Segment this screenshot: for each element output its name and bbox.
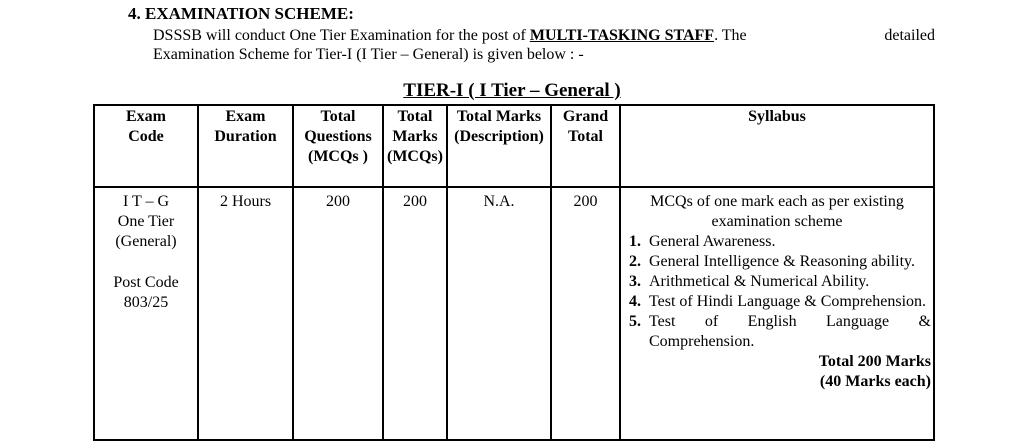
exam-code-line: One Tier — [117, 213, 175, 230]
cell-grand-total: 200 — [551, 187, 620, 440]
syllabus-intro: MCQs of one mark each as per existing examination scheme — [650, 193, 904, 230]
header-exam-code — [94, 105, 198, 187]
post-code-value: 803/25 — [123, 294, 169, 311]
intro-text-a: DSSSB will conduct One Tier Examination for the post of — [153, 27, 526, 44]
intro-text-b: . The — [714, 27, 747, 44]
header-text: (MCQs) — [387, 148, 443, 165]
exam-code-line: (General) — [115, 233, 177, 250]
header-text: Exam — [225, 108, 266, 125]
syllabus-item: 5. Test of English Language & Comprehension. — [645, 312, 931, 352]
table-row — [94, 187, 934, 440]
syllabus-marks-each: (40 Marks each) — [819, 373, 931, 390]
syllabus-item: 4. Test of Hindi Language & Comprehension. — [645, 292, 931, 312]
header-text: Questions — [304, 128, 372, 145]
exam-code-line: I T – G — [122, 193, 170, 210]
exam-scheme-table — [93, 104, 935, 441]
header-text: Total — [320, 108, 356, 125]
header-text: Syllabus — [748, 108, 806, 125]
cell-syllabus — [620, 187, 934, 440]
header-text: Code — [128, 128, 164, 145]
header-text: Total Marks — [456, 108, 542, 125]
header-row — [94, 105, 934, 187]
syllabus-item: 2. General Intelligence & Reasoning ability. — [645, 252, 931, 272]
header-grand-total — [551, 105, 620, 187]
syllabus-item: 3. Arithmetical & Numerical Ability. — [645, 272, 931, 292]
intro-line2: Examination Scheme for Tier-I (I Tier – General) is given below : - — [153, 46, 584, 63]
header-total-questions — [293, 105, 383, 187]
header-exam-duration — [198, 105, 293, 187]
header-text: Grand — [562, 108, 609, 125]
intro-paragraph — [153, 26, 935, 64]
header-syllabus — [620, 105, 934, 187]
syllabus-item: 1. General Awareness. — [645, 232, 931, 252]
cell-total-questions: 200 — [293, 187, 383, 440]
header-text: (Description) — [454, 128, 544, 145]
header-total-marks — [383, 105, 447, 187]
cell-total-marks-description: N.A. — [447, 187, 551, 440]
header-text: (MCQs ) — [308, 148, 368, 165]
cell-exam-code — [94, 187, 198, 440]
post-code-label: Post Code — [113, 274, 179, 291]
intro-text-c: detailed — [884, 27, 935, 44]
header-total-marks-description — [447, 105, 551, 187]
header-text: Total — [397, 108, 433, 125]
header-text: Marks — [392, 128, 438, 145]
section-heading: 4. EXAMINATION SCHEME: — [128, 4, 354, 23]
cell-total-marks: 200 — [383, 187, 447, 440]
header-text: Total — [568, 128, 603, 145]
post-name: MULTI-TASKING STAFF — [529, 27, 715, 44]
header-text: Exam — [126, 108, 166, 125]
spacer — [97, 252, 195, 273]
tier-title: TIER-I ( I Tier – General ) — [403, 80, 621, 101]
syllabus-total-marks: Total 200 Marks — [818, 353, 931, 370]
syllabus-list — [623, 232, 931, 352]
intro-line1 — [153, 26, 747, 45]
header-text: Duration — [214, 128, 277, 145]
cell-exam-duration: 2 Hours — [198, 187, 293, 440]
